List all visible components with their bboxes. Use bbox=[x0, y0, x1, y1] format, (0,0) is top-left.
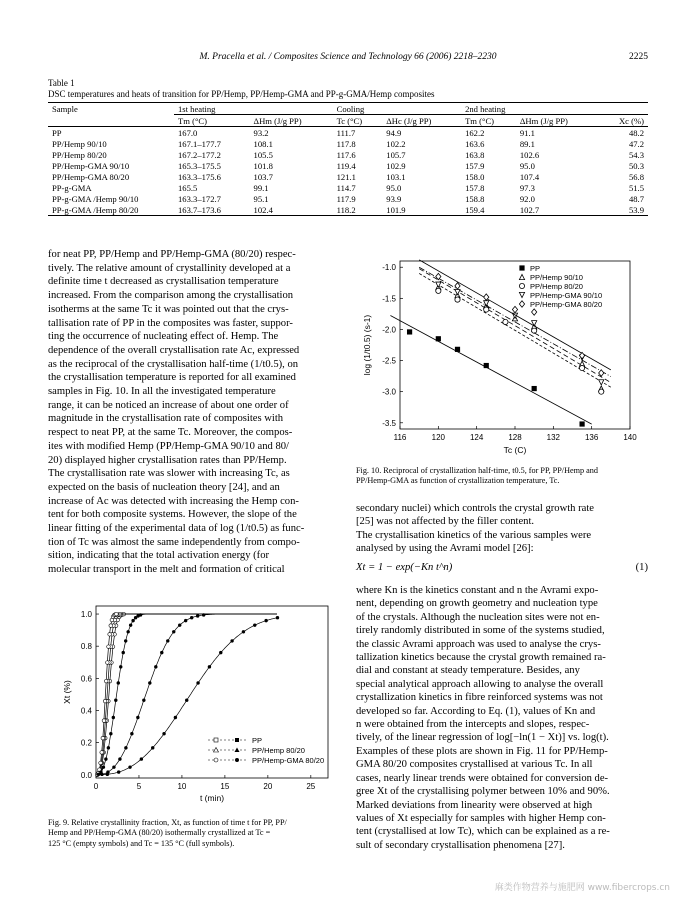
table-cell: 117.8 bbox=[336, 138, 356, 149]
avrami-equation bbox=[356, 562, 648, 573]
th-sample: Sample bbox=[52, 103, 78, 114]
text-line: ting the occurrence of nucleating effect of. Hemp. The bbox=[48, 331, 279, 343]
fit-line bbox=[390, 316, 591, 425]
legend-label: PP bbox=[252, 736, 263, 745]
table-cell: 105.5 bbox=[253, 149, 273, 160]
data-point bbox=[196, 681, 199, 684]
text-line: expected on the basis of nucleation theory [24], and an bbox=[48, 481, 280, 493]
text-line: ites with modified Hemp (PP/Hemp-GMA 90/10 and 80/ bbox=[48, 440, 289, 452]
table-cell: 165.5 bbox=[178, 182, 198, 193]
data-point bbox=[122, 651, 125, 654]
data-point bbox=[112, 765, 115, 768]
x-tick-label: 5 bbox=[136, 782, 142, 791]
table-label: Table 1 bbox=[48, 78, 75, 88]
table-cell-sample: PP-g-GMA bbox=[52, 182, 92, 193]
data-point bbox=[104, 757, 107, 760]
data-point bbox=[455, 290, 460, 295]
data-point bbox=[136, 716, 139, 719]
x-tick-label: 140 bbox=[623, 433, 637, 442]
text-line: of the crystals. Although the nucleation sites were not en- bbox=[356, 611, 600, 623]
table-cell-sample: PP/Hemp 90/10 bbox=[52, 138, 107, 149]
data-point bbox=[99, 770, 102, 773]
table-cell: 158.0 bbox=[465, 171, 485, 182]
data-point bbox=[100, 751, 104, 755]
table-cell: 118.2 bbox=[336, 204, 356, 215]
text-line: dependence of the overall crystallisation rate Ac, expressed bbox=[48, 344, 300, 356]
right-column-text-bottom bbox=[356, 584, 648, 852]
text-line: definite time t decreased as crystallisation temperature bbox=[48, 276, 279, 288]
text-line: analysed by using the Avrami model [26]: bbox=[356, 543, 534, 555]
table-cell: 163.6 bbox=[465, 138, 485, 149]
crystallinity-curve bbox=[96, 614, 277, 775]
page-number: 2225 bbox=[629, 52, 648, 62]
text-line: linear fitting of the experimental data of log (1/t0.5) as func- bbox=[48, 523, 305, 535]
legend-marker bbox=[235, 738, 239, 742]
table-cell: 111.7 bbox=[336, 127, 356, 138]
x-tick-label: 124 bbox=[469, 433, 484, 442]
text-line: sult of secondary crystallisation phenomena [27]. bbox=[356, 839, 565, 851]
text-line: The crystallisation rate was slower with increasing Tc, as bbox=[48, 468, 290, 480]
text-line: respect to neat PP, at the same Tc. Moreover, the compos- bbox=[48, 427, 293, 439]
data-point bbox=[140, 757, 143, 760]
equation-body: Xt = 1 − exp(−Kn t^n) bbox=[356, 562, 453, 573]
table-cell: 163.3–175.6 bbox=[178, 171, 221, 182]
text-line: 125 °C (empty symbols) and Tc = 135 °C (full symbols). bbox=[48, 838, 235, 848]
table-cell: 48.7 bbox=[628, 193, 644, 204]
data-point bbox=[104, 679, 108, 683]
data-point bbox=[484, 301, 489, 306]
table-cell: 163.7–173.6 bbox=[178, 204, 221, 215]
x-tick-label: 128 bbox=[508, 433, 522, 442]
table-cell: 165.3–175.5 bbox=[178, 160, 221, 171]
data-point bbox=[178, 623, 181, 626]
table-cell: 162.2 bbox=[465, 127, 485, 138]
table-cell: 95.0 bbox=[386, 182, 402, 193]
table-row bbox=[48, 160, 648, 171]
data-point bbox=[599, 380, 604, 385]
data-point bbox=[519, 301, 524, 307]
y-tick-label: 1.0 bbox=[80, 610, 92, 620]
data-point bbox=[101, 736, 105, 740]
data-point bbox=[519, 292, 524, 297]
x-axis-label: Tc (C) bbox=[503, 445, 527, 455]
x-tick-label: 116 bbox=[393, 433, 407, 442]
dsc-table bbox=[48, 102, 648, 216]
text-line: PP/Hemp-GMA as function of crystallization temperature, Tc. bbox=[356, 476, 560, 486]
th-cooling: Cooling bbox=[333, 103, 461, 115]
y-tick-label: 0.2 bbox=[80, 738, 92, 748]
data-point bbox=[151, 746, 154, 749]
table-cell: 114.7 bbox=[336, 182, 356, 193]
data-point bbox=[599, 389, 604, 394]
table-cell: 107.4 bbox=[519, 171, 540, 182]
legend-label: PP/Hemp 80/20 bbox=[252, 746, 305, 755]
legend-marker bbox=[235, 758, 239, 762]
y-tick-label: -1.5 bbox=[382, 294, 396, 304]
text-line: Fig. 10. Reciprocal of crystallization half-time, t0.5, for PP, PP/Hemp and bbox=[356, 466, 598, 475]
text-line: molecular transport in the melt and formation of critical bbox=[48, 564, 285, 576]
data-point bbox=[196, 614, 199, 617]
table-cell: 121.1 bbox=[336, 171, 356, 182]
table-caption bbox=[48, 78, 434, 100]
y-tick-label: 0.0 bbox=[80, 770, 92, 780]
legend-marker bbox=[214, 738, 218, 742]
y-tick-label: -3.0 bbox=[382, 387, 396, 397]
data-point bbox=[503, 319, 508, 324]
x-tick-label: 10 bbox=[177, 782, 187, 791]
fig10-caption bbox=[356, 466, 648, 487]
y-tick-label: -3.5 bbox=[382, 418, 396, 428]
table-cell: 89.1 bbox=[519, 138, 535, 149]
table-cell: 159.4 bbox=[465, 204, 485, 215]
text-line: n were obtained from the intercepts and slopes, respec- bbox=[356, 719, 590, 731]
text-line: cases, nearly linear trends were obtained for conversion de- bbox=[356, 772, 609, 784]
text-line: developed so far. According to Eq. (1), values of Kn and bbox=[356, 705, 596, 717]
crystallinity-curve bbox=[96, 614, 277, 775]
table-cell: 167.2–177.2 bbox=[178, 149, 221, 160]
watermark: 麻类作物营养与施肥网 www.fibercrops.cn bbox=[494, 883, 670, 893]
text-line: dial and constant at steady temperature. Besides, any bbox=[356, 665, 580, 677]
data-point bbox=[519, 283, 524, 288]
data-point bbox=[172, 630, 175, 633]
text-line: gree Xt of the crystallising polymer between 10% and 90%. bbox=[356, 786, 610, 798]
data-point bbox=[185, 699, 188, 702]
table-cell: 93.2 bbox=[253, 127, 269, 138]
table-cell: 102.6 bbox=[519, 149, 540, 160]
text-line: the crystallisation temperature is reported for all examined bbox=[48, 372, 296, 384]
data-point bbox=[131, 619, 134, 622]
table-cell: 91.1 bbox=[519, 127, 535, 138]
col-header: Tm (°C) bbox=[178, 115, 207, 126]
table-cell: 94.9 bbox=[386, 127, 402, 138]
x-tick-label: 15 bbox=[220, 782, 230, 791]
table-cell: 95.0 bbox=[519, 160, 535, 171]
table-cell: 158.8 bbox=[465, 193, 485, 204]
table-cell: 47.2 bbox=[628, 138, 644, 149]
col-header: ΔHm (J/g PP) bbox=[253, 115, 302, 126]
text-line: sition, indicating that the total activation energy (for bbox=[48, 550, 270, 562]
data-point bbox=[184, 619, 187, 622]
data-point bbox=[230, 639, 233, 642]
data-point bbox=[519, 274, 524, 279]
text-line: secondary nuclei) which controls the crystal growth rate bbox=[356, 503, 594, 514]
data-point bbox=[253, 623, 256, 626]
data-point bbox=[112, 716, 115, 719]
text-line: tallisation rate of PP in the composites was faster, suppor- bbox=[48, 317, 293, 329]
data-point bbox=[190, 616, 193, 619]
table-cell: 101.8 bbox=[253, 160, 273, 171]
data-point bbox=[124, 746, 127, 749]
data-point bbox=[160, 651, 163, 654]
data-point bbox=[103, 699, 107, 703]
text-line: range, it can be noticed an increase of about one order of bbox=[48, 399, 289, 411]
table-cell: 54.3 bbox=[628, 149, 644, 160]
data-point bbox=[148, 681, 151, 684]
data-point bbox=[532, 309, 537, 315]
running-head: M. Pracella et al. / Composites Science and Technology 66 (2006) 2218–2230 bbox=[199, 52, 497, 62]
text-line: tirely randomly distributed in some of the systems studied, bbox=[356, 625, 605, 637]
data-point bbox=[99, 761, 103, 765]
th-2nd-heating: 2nd heating bbox=[461, 103, 648, 115]
legend-marker bbox=[214, 758, 218, 762]
data-point bbox=[129, 623, 132, 626]
text-line: for neat PP, PP/Hemp and PP/Hemp-GMA (80/20) respec- bbox=[48, 249, 296, 260]
data-point bbox=[512, 306, 517, 312]
data-point bbox=[139, 613, 142, 616]
table-cell-sample: PP/Hemp-GMA 90/10 bbox=[52, 160, 130, 171]
y-tick-label: -1.0 bbox=[382, 263, 396, 273]
table-cell: 102.2 bbox=[386, 138, 406, 149]
text-line: Hemp and PP/Hemp-GMA (80/20) isothermally crystallized at Tc = bbox=[48, 828, 271, 838]
left-column-text bbox=[48, 248, 338, 577]
table-row bbox=[48, 182, 648, 193]
data-point bbox=[484, 363, 489, 368]
data-point bbox=[436, 288, 441, 293]
data-point bbox=[174, 716, 177, 719]
data-point bbox=[455, 297, 460, 302]
text-line: increased. From the comparison among the crystallisation bbox=[48, 290, 294, 302]
legend-label: PP/Hemp 80/20 bbox=[530, 282, 583, 291]
table-row bbox=[48, 171, 648, 182]
data-point bbox=[107, 645, 111, 649]
text-line: samples in Fig. 10. In all the investigated temperature bbox=[48, 386, 276, 398]
data-point bbox=[264, 619, 267, 622]
data-point bbox=[106, 661, 110, 665]
table-cell: 103.7 bbox=[253, 171, 273, 182]
data-point bbox=[117, 681, 120, 684]
table-cell: 95.1 bbox=[253, 193, 269, 204]
data-point bbox=[109, 732, 112, 735]
table-cell: 102.4 bbox=[253, 204, 273, 215]
text-line: tent for both composite systems. However, the slope of the bbox=[48, 509, 297, 521]
text-line: tallization kinetics because the crystal growth remained ra- bbox=[356, 652, 606, 664]
text-line: values of Xt especially for samples with higher Hemp con- bbox=[356, 812, 606, 824]
text-line: Fig. 9. Relative crystallinity fraction, Xt, as function of time t for PP, PP/ bbox=[48, 818, 287, 827]
data-point bbox=[102, 765, 105, 768]
text-line: the classic Avrami approach was used to analyse the crys- bbox=[356, 638, 601, 650]
data-point bbox=[484, 307, 489, 312]
data-point bbox=[407, 329, 412, 334]
data-point bbox=[455, 347, 460, 352]
table-cell: 51.5 bbox=[628, 182, 644, 193]
data-point bbox=[455, 283, 460, 289]
table-cell: 163.8 bbox=[465, 149, 485, 160]
table-cell: 93.9 bbox=[386, 193, 402, 204]
data-point bbox=[276, 616, 279, 619]
data-point bbox=[599, 370, 604, 376]
text-line: increase of Ac was detected with increasing the Hemp con- bbox=[48, 495, 299, 507]
data-point bbox=[579, 352, 584, 358]
y-tick-label: 0.6 bbox=[80, 674, 92, 684]
x-axis-label: t (min) bbox=[199, 793, 225, 803]
data-point bbox=[436, 336, 441, 341]
table-cell: 105.7 bbox=[386, 149, 406, 160]
text-line: 20) displayed higher crystallisation rates than PP/Hemp. bbox=[48, 454, 287, 466]
data-point bbox=[128, 765, 131, 768]
equation-number: (1) bbox=[635, 562, 648, 573]
data-point bbox=[142, 699, 145, 702]
x-tick-label: 20 bbox=[263, 782, 273, 791]
crystallinity-curve bbox=[96, 618, 277, 775]
table-cell-sample: PP/Hemp-GMA 80/20 bbox=[52, 171, 130, 182]
text-line: tively. The relative amount of crystallinity developed at a bbox=[48, 262, 291, 274]
y-tick-label: -2.0 bbox=[382, 325, 396, 335]
legend-label: PP bbox=[530, 264, 541, 273]
x-tick-label: 0 bbox=[93, 782, 99, 791]
table-cell: 103.1 bbox=[386, 171, 406, 182]
text-line: where Kn is the kinetics constant and n the Avrami expo- bbox=[356, 585, 599, 596]
data-point bbox=[154, 665, 157, 668]
data-point bbox=[208, 665, 211, 668]
table-cell: 157.8 bbox=[465, 182, 485, 193]
table-cell-sample: PP-g-GMA /Hemp 90/10 bbox=[52, 193, 139, 204]
data-point bbox=[242, 630, 245, 633]
x-tick-label: 132 bbox=[546, 433, 561, 442]
table-cell: 167.1–177.7 bbox=[178, 138, 221, 149]
table-cell-sample: PP bbox=[52, 127, 62, 138]
data-point bbox=[219, 651, 222, 654]
x-tick-label: 120 bbox=[431, 433, 446, 442]
fig9-chart bbox=[60, 598, 340, 813]
data-point bbox=[107, 746, 110, 749]
y-axis-label: Xt (%) bbox=[62, 680, 72, 704]
table-cell: 102.7 bbox=[519, 204, 540, 215]
col-header: Xc (%) bbox=[618, 115, 644, 126]
data-point bbox=[119, 665, 122, 668]
text-line: The crystallisation kinetics of the various samples were bbox=[356, 529, 592, 541]
data-point bbox=[126, 630, 129, 633]
table-cell: 50.3 bbox=[628, 160, 644, 171]
legend-marker bbox=[235, 748, 240, 753]
table-cell: 102.9 bbox=[386, 160, 406, 171]
data-point bbox=[108, 633, 112, 637]
table-cell: 157.9 bbox=[465, 160, 485, 171]
table-row bbox=[48, 204, 648, 216]
table-cell: 101.9 bbox=[386, 204, 406, 215]
data-point bbox=[579, 365, 584, 370]
x-tick-label: 25 bbox=[306, 782, 316, 791]
table-row bbox=[48, 138, 648, 149]
text-line: magnitude in the crystallisation rate of composites with bbox=[48, 413, 284, 425]
crystallinity-curve bbox=[96, 614, 277, 775]
table-cell: 108.1 bbox=[253, 138, 273, 149]
col-header: ΔHm (J/g PP) bbox=[519, 115, 568, 126]
fig9-caption bbox=[48, 818, 340, 849]
legend-label: PP/Hemp 90/10 bbox=[530, 273, 583, 282]
text-line: tion of Tc was almost the same independently from compo- bbox=[48, 536, 300, 548]
table-cell: 117.9 bbox=[336, 193, 356, 204]
table-cell: 97.3 bbox=[519, 182, 535, 193]
table-cell: 53.9 bbox=[628, 204, 644, 215]
data-point bbox=[118, 757, 121, 760]
table-cell: 92.0 bbox=[519, 193, 535, 204]
text-line: crystallization kinetics in fibre reinforced systems was not bbox=[356, 692, 603, 704]
data-point bbox=[114, 699, 117, 702]
text-line: as the reciprocal of the crystallisation half-time (1/t0.5), on bbox=[48, 358, 299, 370]
legend-label: PP/Hemp-GMA 80/20 bbox=[252, 756, 325, 765]
table-row bbox=[48, 193, 648, 204]
th-1st-heating: 1st heating bbox=[174, 103, 333, 115]
text-line: [25] was not affected by the filler content. bbox=[356, 516, 535, 528]
data-point bbox=[519, 265, 524, 270]
col-header: Tc (°C) bbox=[336, 115, 363, 126]
table-cell-sample: PP-g-GMA /Hemp 80/20 bbox=[52, 204, 139, 215]
data-point bbox=[166, 639, 169, 642]
fig10-chart bbox=[360, 255, 640, 460]
y-tick-label: 0.4 bbox=[80, 706, 92, 716]
crystallinity-curve bbox=[96, 614, 277, 775]
text-line: tively, of the linear regression of log[−ln(1 − Xt)] vs. log(t). bbox=[356, 732, 609, 744]
table-cell: 117.6 bbox=[336, 149, 356, 160]
data-point bbox=[436, 282, 441, 287]
col-header: ΔHc (J/g PP) bbox=[386, 115, 432, 126]
text-line: GMA 80/20 composites crystallised at various Tc. In all bbox=[356, 759, 593, 771]
text-line: nent, depending on growth geometry and nucleation type bbox=[356, 598, 598, 610]
data-point bbox=[532, 386, 537, 391]
table-cell: 48.2 bbox=[628, 127, 644, 138]
data-point bbox=[109, 624, 113, 628]
legend-label: PP/Hemp-GMA 90/10 bbox=[530, 291, 603, 300]
y-tick-label: -2.5 bbox=[382, 356, 396, 366]
data-point bbox=[579, 421, 584, 426]
table-cell: 167.0 bbox=[178, 127, 198, 138]
table-cell: 99.1 bbox=[253, 182, 269, 193]
table-title: DSC temperatures and heats of transition for PP/Hemp, PP/Hemp-GMA and PP-g-GMA/Hemp composites bbox=[48, 89, 435, 99]
x-tick-label: 136 bbox=[584, 433, 599, 442]
data-point bbox=[117, 770, 120, 773]
crystallinity-curve bbox=[96, 614, 277, 775]
table-cell: 163.3–172.7 bbox=[178, 193, 221, 204]
table-cell: 119.4 bbox=[336, 160, 356, 171]
text-line: tent (crystallised at low Tc), which can be explained as a re- bbox=[356, 826, 610, 838]
text-line: special analytical approach allowing to analyse the overall bbox=[356, 678, 604, 690]
right-column-text-top bbox=[356, 502, 648, 556]
table-row bbox=[48, 149, 648, 160]
table-row bbox=[48, 127, 648, 139]
table-cell-sample: PP/Hemp 80/20 bbox=[52, 149, 107, 160]
y-tick-label: 0.8 bbox=[80, 642, 92, 652]
data-point bbox=[106, 770, 109, 773]
plot-frame bbox=[400, 261, 630, 429]
table-cell: 56.8 bbox=[628, 171, 644, 182]
data-point bbox=[162, 732, 165, 735]
legend-label: PP/Hemp-GMA 80/20 bbox=[530, 300, 603, 309]
text-line: isotherms at the same Tc it was pointed out that the crys- bbox=[48, 303, 289, 315]
text-line: Examples of these plots are shown in Fig. 11 for PP/Hemp- bbox=[356, 745, 608, 757]
y-axis-label: log (1/t0.5) (s-1) bbox=[362, 314, 372, 376]
data-point bbox=[124, 639, 127, 642]
data-point bbox=[115, 612, 119, 616]
data-point bbox=[130, 732, 133, 735]
data-point bbox=[102, 719, 106, 723]
col-header: Tm (°C) bbox=[465, 115, 495, 126]
text-line: Marked deviations from linearity were observed at high bbox=[356, 799, 593, 811]
